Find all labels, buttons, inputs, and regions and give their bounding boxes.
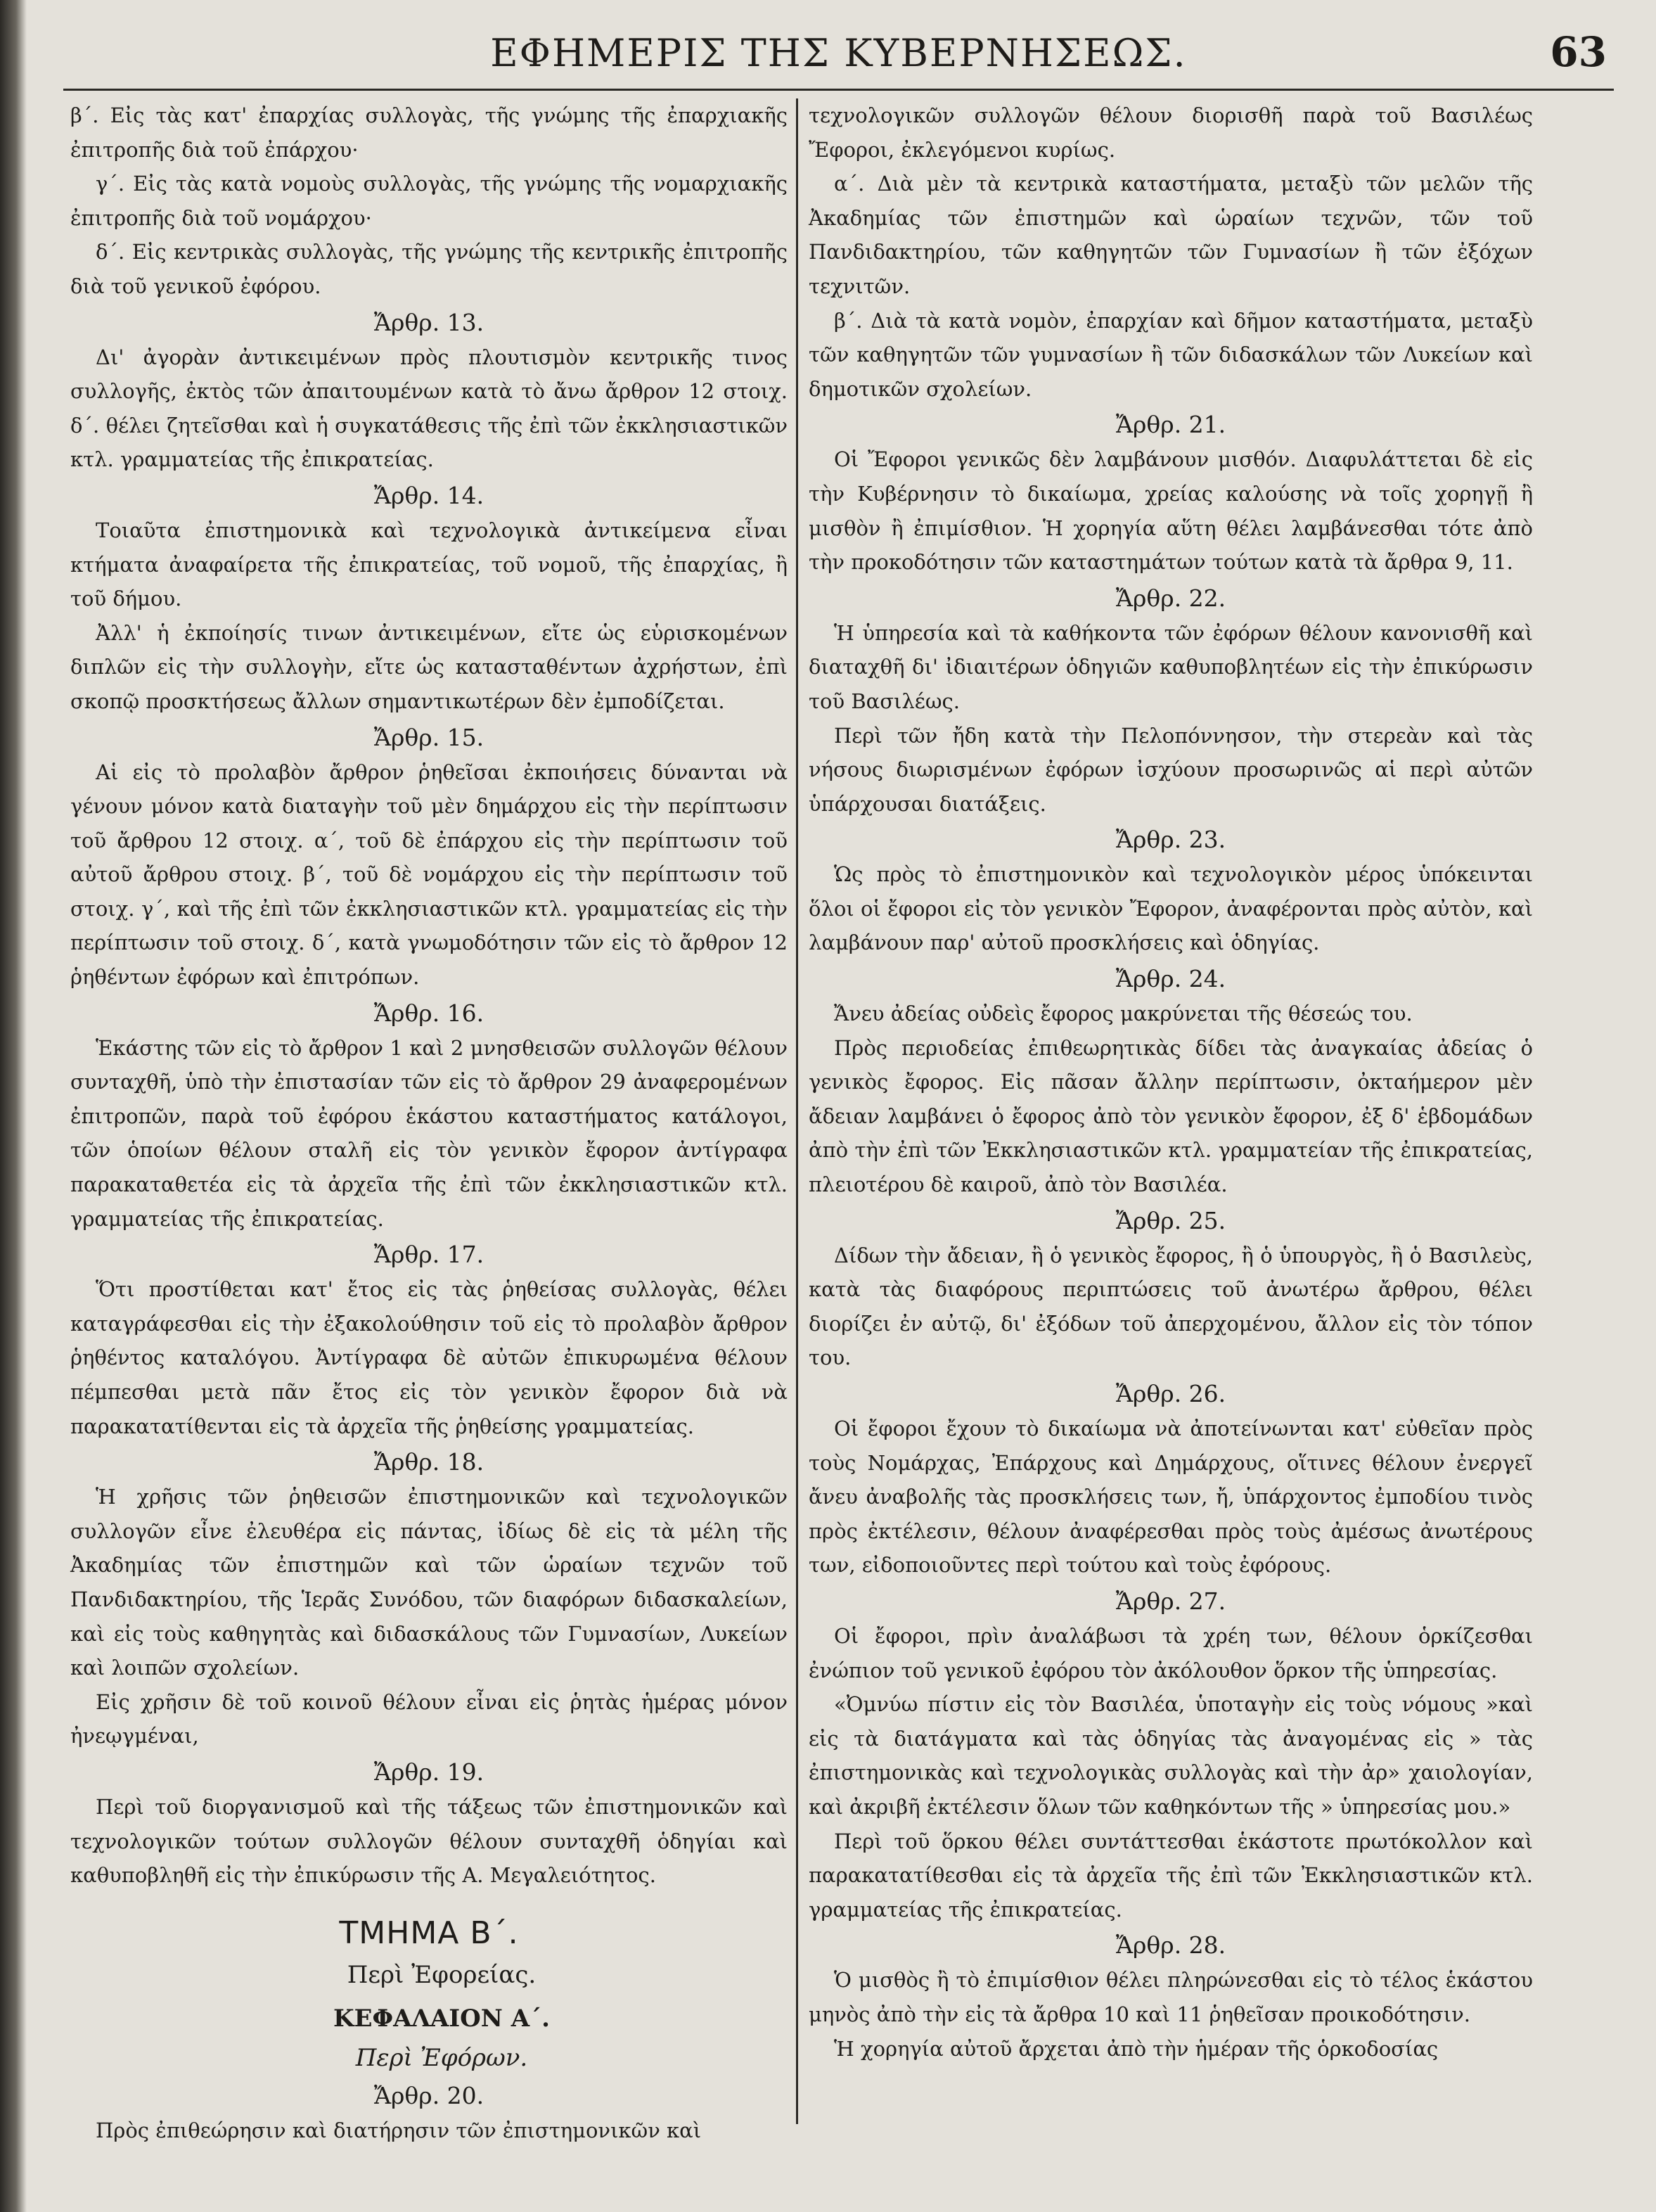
paragraph: Δίδων τὴν ἄδειαν, ἢ ὁ γενικὸς ἔφορος, ἢ ὁ ὑπουργὸς, ἢ ὁ Βασιλεὺς, κατὰ τὰς διαφόρους περιπτώσεις τοῦ ἀνωτέρω ἄρθρου, θέλει διορίζει ἐν αὐτῷ, δι' ἐξόδων τοῦ ἀπερχομένου, ἄλλον εἰς τὸν τόπον του. bbox=[809, 1243, 1533, 1370]
paragraph: Δι' ἀγορὰν ἀντικειμένων πρὸς πλουτισμὸν κεντρικῆς τινος συλλογῆς, ἐκτὸς τῶν ἀπαιτουμένων κατὰ τὸ ἄνω ἄρθρον 12 στοιχ. δ΄. θέλει ζητεῖσθαι καὶ ἡ συγκατάθεσις τῆς ἐπὶ τῶν ἐκκλησιαστικῶν κτλ. γραμματείας τῆς ἐπικρατείας. bbox=[70, 345, 788, 472]
paragraph: Περὶ τοῦ διοργανισμοῦ καὶ τῆς τάξεως τῶν ἐπιστημονικῶν καὶ τεχνολογικῶν τούτων συλλογῶν θέλουν συνταχθῆ ὁδηγίαι καὶ καθυποβληθῆ εἰς τὴν ἐπικύρωσιν τῆς Α. Μεγαλειότητος. bbox=[70, 1794, 788, 1888]
chapter-subtitle: Περὶ Ἐφόρων. bbox=[355, 2044, 528, 2073]
paragraph: Πρὸς περιοδείας ἐπιθεωρητικὰς δίδει τὰς ἀναγκαίας ἀδείας ὁ γενικὸς ἔφορος. Εἰς πᾶσαν ἄλλην περίπτωσιν, ὀκταήμερον μὲν ἄδειαν λαμβάνει ὁ ἔφορος ἀπὸ τὸν γενικὸν ἔφορον, ἐξ δ' ἑβδομάδων ἀπὸ τὴν ἐπὶ τῶν Ἐκκλησιαστικῶν κτλ. γραμματείαν τῆς ἐπικρατείας, πλειοτέρου δὲ καιροῦ, ἀπὸ τὸν Βασιλέα. bbox=[809, 1035, 1533, 1197]
article-heading-23: Ἄρθρ. 23. bbox=[1115, 826, 1226, 854]
header-rule bbox=[63, 89, 1614, 91]
right-column bbox=[809, 98, 1533, 2066]
article-heading-22: Ἄρθρ. 22. bbox=[1115, 584, 1226, 612]
article-heading-27: Ἄρθρ. 27. bbox=[1115, 1587, 1226, 1615]
paragraph: Οἱ ἔφοροι, πρὶν ἀναλάβωσι τὰ χρέη των, θέλουν ὁρκίζεσθαι ἐνώπιον τοῦ γενικοῦ ἐφόρου τὸν ἀκόλουθον ὅρκον τῆς ὑπηρεσίας. bbox=[809, 1623, 1533, 1682]
article-heading-15: Ἄρθρ. 15. bbox=[373, 723, 484, 751]
paragraph: Ἡ χορηγία αὐτοῦ ἄρχεται ἀπὸ τὴν ἡμέραν τῆς ὁρκοδοσίας bbox=[834, 2036, 1439, 2061]
paragraph: Ἡ χρῆσις τῶν ῥηθεισῶν ἐπιστημονικῶν καὶ τεχνολογικῶν συλλογῶν εἶνε ἐλευθέρα εἰς πάντας, ἰδίως δὲ εἰς τὰ μέλη τῆς Ἀκαδημίας τῶν ἐπιστημῶν καὶ τῶν ὡραίων τεχνῶν τοῦ Πανδιδακτηρίου, τῆς Ἱερᾶς Συνόδου, τῶν διαφόρων διδασκαλείων, καὶ εἰς τοὺς καθηγητὰς καὶ διδασκάλους τῶν Γυμνασίων, Λυκείων καὶ λοιπῶν σχολείων. bbox=[70, 1485, 788, 1680]
paragraph: τεχνολογικῶν συλλογῶν θέλουν διορισθῆ παρὰ τοῦ Βασιλέως Ἔφοροι, ἐκλεγόμενοι κυρίως. bbox=[809, 103, 1533, 162]
paragraph: Ἡ ὑπηρεσία καὶ τὰ καθήκοντα τῶν ἐφόρων θέλουν κανονισθῆ καὶ διαταχθῆ δι' ἰδιαιτέρων ὁδηγιῶν καθυποβλητέων εἰς τὴν ἐπικύρωσιν τοῦ Βασιλέως. bbox=[809, 620, 1533, 713]
article-heading-28: Ἄρθρ. 28. bbox=[1115, 1931, 1226, 1960]
paragraph: Περὶ τῶν ἤδη κατὰ τὴν Πελοπόννησον, τὴν στερεὰν καὶ τὰς νήσους διωρισμένων ἐφόρων ἰσχύουν προσωρινῶς αἱ περὶ αὐτῶν ὑπάρχουσαι διατάξεις. bbox=[809, 723, 1533, 816]
section-subtitle: Περὶ Ἐφορείας. bbox=[347, 1961, 537, 1990]
section-heading: ΤΜΗΜΑ Β΄. bbox=[339, 1914, 519, 1951]
paragraph: Ὁ μισθὸς ἢ τὸ ἐπιμίσθιον θέλει πληρώνεσθαι εἰς τὸ τέλος ἑκάστου μηνὸς ἀπὸ τὴν εἰς τὰ ἄρθρα 10 καὶ 11 ῥηθεῖσαν προικοδότησιν. bbox=[809, 1968, 1533, 2026]
running-title: ΕΦΗΜΕΡΙΣ ΤΗΣ ΚΥΒΕΡΝΗΣΕΩΣ. bbox=[490, 31, 1187, 75]
paragraph: Ἑκάστης τῶν εἰς τὸ ἄρθρον 1 καὶ 2 μνησθεισῶν συλλογῶν θέλουν συνταχθῆ, ὑπὸ τὴν ἐπιστασίαν τῶν εἰς τὸ ἄρθρον 29 ἀναφερομένων ἐπιτροπῶν, παρὰ τοῦ ἐφόρου ἑκάστου καταστήματος κατάλογοι, τῶν ὁποίων θέλουν σταλῆ εἰς τὸν γενικὸν ἔφορον ἀντίγραφα παρακαταθετέα εἰς τὰ ἀρχεῖα τῆς ἐπὶ τῶν ἐκκλησιαστικῶν κτλ. γραμματείας τῆς ἐπικρατείας. bbox=[70, 1035, 788, 1231]
page-header bbox=[63, 21, 1614, 98]
article-heading-19: Ἄρθρ. 19. bbox=[373, 1758, 484, 1786]
paragraph: γ΄. Εἰς τὰς κατὰ νομοὺς συλλογὰς, τῆς γνώμης τῆς νομαρχιακῆς ἐπιτροπῆς διὰ τοῦ νομάρχου· bbox=[70, 172, 788, 230]
paragraph: Πρὸς ἐπιθεώρησιν καὶ διατήρησιν τῶν ἐπιστημονικῶν καὶ bbox=[96, 2118, 702, 2143]
article-heading-14: Ἄρθρ. 14. bbox=[373, 481, 484, 509]
article-heading-16: Ἄρθρ. 16. bbox=[373, 999, 484, 1027]
article-heading-20: Ἄρθρ. 20. bbox=[373, 2082, 484, 2110]
paragraph: Τοιαῦτα ἐπιστημονικὰ καὶ τεχνολογικὰ ἀντικείμενα εἶναι κτήματα ἀναφαίρετα τῆς ἐπικρατείας, τοῦ νομοῦ, τῆς ἐπαρχίας, ἢ τοῦ δήμου. bbox=[70, 518, 788, 611]
paragraph: δ΄. Εἰς κεντρικὰς συλλογὰς, τῆς γνώμης τῆς κεντρικῆς ἐπιτροπῆς διὰ τοῦ γενικοῦ ἐφόρου. bbox=[70, 240, 788, 298]
paragraph: β΄. Εἰς τὰς κατ' ἐπαρχίας συλλογὰς, τῆς γνώμης τῆς ἐπαρχιακῆς ἐπιτροπῆς διὰ τοῦ ἐπάρχου· bbox=[70, 103, 788, 162]
column-divider bbox=[796, 98, 798, 2124]
paragraph: Αἱ εἰς τὸ προλαβὸν ἄρθρον ῥηθεῖσαι ἐκποιήσεις δύνανται νὰ γένουν μόνον κατὰ διαταγὴν τοῦ μὲν δημάρχου εἰς τὴν περίπτωσιν τοῦ ἄρθρου 12 στοιχ. α΄, τοῦ δὲ ἐπάρχου εἰς τὴν περίπτωσιν τοῦ αὐτοῦ ἄρθρου στοιχ. β΄, τοῦ δὲ νομάρχου εἰς τὴν περίπτωσιν τοῦ στοιχ. γ΄, καὶ τῆς ἐπὶ τῶν ἐκκλησιαστικῶν κτλ. γραμματείας εἰς τὴν περίπτωσιν τοῦ στοιχ. δ΄, κατὰ γνωμοδότησιν τῶν εἰς τὸ ἄρθρον 12 ῥηθέντων ἐφόρων καὶ ἐπιτρόπων. bbox=[70, 760, 788, 990]
article-heading-13: Ἄρθρ. 13. bbox=[373, 308, 484, 336]
paragraph: Ἀλλ' ἡ ἐκποίησίς τινων ἀντικειμένων, εἴτε ὡς εὑρισκομένων διπλῶν εἰς τὴν συλλογὴν, εἴτε ὡς κατασταθέντων ἀχρήστων, ἐπὶ σκοπῷ προσκτήσεως ἄλλων σημαντικωτέρων δὲν ἐμποδίζεται. bbox=[70, 620, 788, 713]
paragraph: Οἱ ἔφοροι ἔχουν τὸ δικαίωμα νὰ ἀποτείνωνται κατ' εὐθεῖαν πρὸς τοὺς Νομάρχας, Ἐπάρχους καὶ Δημάρχους, οἵτινες θέλουν ἐνεργεῖ ἄνευ ἀναβολῆς τὰς προσκλήσεις των, ἤ, ὑπάρχοντος ἐμποδίου τινὸς πρὸς ἐκτέλεσιν, θέλουν ἀναφέρεσθαι πρὸς τοὺς ἀμέσως ἀνωτέρους των, εἰδοποιοῦντες περὶ τούτου καὶ τοὺς ἐφόρους. bbox=[809, 1417, 1533, 1578]
left-column bbox=[70, 98, 788, 2148]
article-heading-24: Ἄρθρ. 24. bbox=[1115, 965, 1226, 993]
paragraph: α΄. Διὰ μὲν τὰ κεντρικὰ καταστήματα, μεταξὺ τῶν μελῶν τῆς Ἀκαδημίας τῶν ἐπιστημῶν καὶ ὡραίων τεχνῶν, τῶν τοῦ Πανδιδακτηρίου, τῶν καθηγητῶν τῶν Γυμνασίων ἢ τῶν ἐξόχων τεχνιτῶν. bbox=[809, 172, 1533, 298]
article-heading-17: Ἄρθρ. 17. bbox=[373, 1241, 484, 1269]
paragraph: Εἰς χρῆσιν δὲ τοῦ κοινοῦ θέλουν εἶναι εἰς ῥητὰς ἡμέρας μόνον ἠνεῳγμέναι, bbox=[70, 1689, 788, 1748]
article-heading-26: Ἄρθρ. 26. bbox=[1115, 1380, 1226, 1407]
page-number: 63 bbox=[1550, 28, 1607, 76]
paragraph: Ὅτι προστίθεται κατ' ἔτος εἰς τὰς ῥηθείσας συλλογὰς, θέλει καταγράφεσθαι εἰς τὴν ἐξακολούθησιν τοῦ εἰς τὸ προλαβὸν ἄρθρον ῥηθέντος καταλόγου. Ἀντίγραφα δὲ αὐτῶν ἐπικυρωμένα θέλουν πέμπεσθαι μετὰ πᾶν ἔτος εἰς τὸν γενικὸν ἔφορον διὰ νὰ παρακατατίθενται εἰς τὰ ἀρχεῖα τῆς ῥηθείσης γραμματείας. bbox=[70, 1277, 788, 1438]
paragraph: Ἄνευ ἀδείας οὐδεὶς ἔφορος μακρύνεται τῆς θέσεώς του. bbox=[834, 1002, 1413, 1026]
oath-quote: «Ὀμνύω πίστιν εἰς τὸν Βασιλέα, ὑποταγὴν εἰς τοὺς νόμους »καὶ εἰς τὰ διατάγματα καὶ τὰς ὁδηγίας τὰς ἀναγομένας εἰς » τὰς ἐπιστημονικὰς καὶ τεχνολογικὰς συλλογὰς καὶ τὴν ἀρ» χαιολογίαν, καὶ ἀκριβῆ ἐκτέλεσιν ὅλων τῶν καθηκόντων τῆς » ὑπηρεσίας μου.» bbox=[809, 1692, 1533, 1819]
paragraph: β΄. Διὰ τὰ κατὰ νομὸν, ἐπαρχίαν καὶ δῆμον καταστήματα, μεταξὺ τῶν καθηγητῶν τῶν γυμνασίων ἢ τῶν διδασκάλων τῶν Λυκείων καὶ δημοτικῶν σχολείων. bbox=[809, 308, 1533, 401]
article-heading-25: Ἄρθρ. 25. bbox=[1115, 1206, 1226, 1234]
paragraph: Περὶ τοῦ ὅρκου θέλει συντάττεσθαι ἑκάστοτε πρωτόκολλον καὶ παρακατατίθεσθαι εἰς τὰ ἀρχεῖα τῆς ἐπὶ τῶν Ἐκκλησιαστικῶν κτλ. γραμματείας τῆς ἐπικρατείας. bbox=[809, 1829, 1533, 1922]
paragraph: Οἱ Ἔφοροι γενικῶς δὲν λαμβάνουν μισθόν. Διαφυλάττεται δὲ εἰς τὴν Κυβέρνησιν τὸ δικαίωμα, χρείας καλούσης νὰ τοῖς χορηγῇ ἢ μισθὸν ἢ ἐπιμίσθιον. Ἡ χορηγία αὕτη θέλει λαμβάνεσθαι τότε ἀπὸ τὴν προκοδότησιν τῶν καταστημάτων τούτων κατὰ τὰ ἄρθρα 9, 11. bbox=[809, 447, 1533, 575]
paragraph: Ὡς πρὸς τὸ ἐπιστημονικὸν καὶ τεχνολογικὸν μέρος ὑπόκεινται ὅλοι οἱ ἔφοροι εἰς τὸν γενικὸν Ἔφορον, ἀναφέρονται πρὸς αὐτὸν, καὶ λαμβάνουν παρ' αὐτοῦ προσκλήσεις καὶ ὁδηγίας. bbox=[809, 862, 1533, 955]
article-heading-18: Ἄρθρ. 18. bbox=[373, 1448, 484, 1476]
chapter-heading: ΚΕΦΑΛΑΙΟΝ Α΄. bbox=[333, 2005, 550, 2033]
article-heading-21: Ἄρθρ. 21. bbox=[1115, 411, 1226, 439]
